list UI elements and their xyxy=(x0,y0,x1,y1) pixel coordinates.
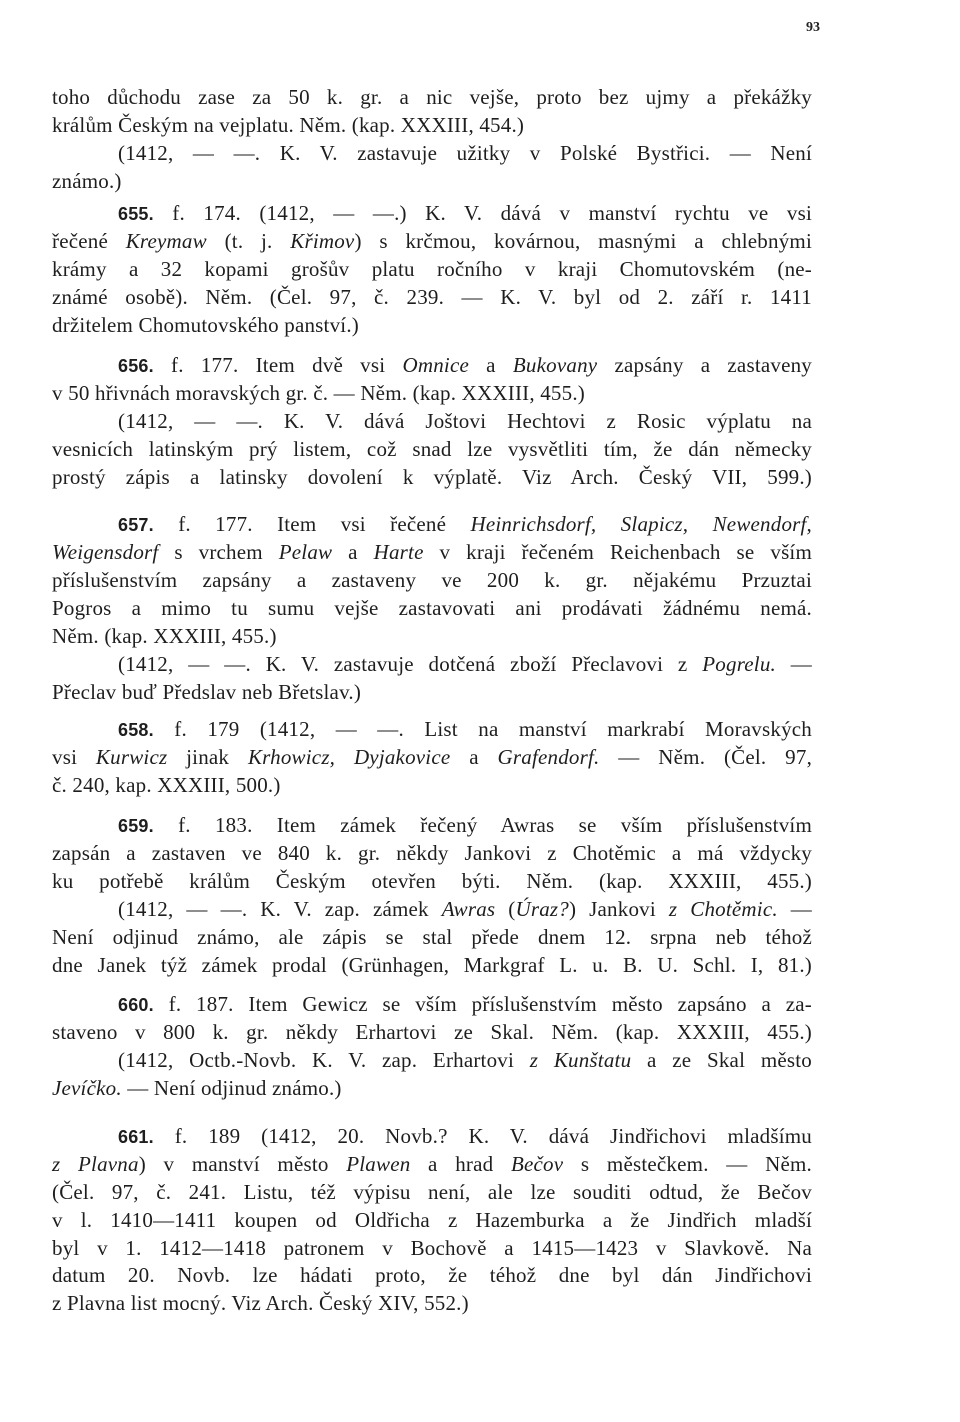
entry-number: 656. xyxy=(118,356,154,376)
text-line: Něm. (kap. XXXIII, 455.) xyxy=(52,624,277,648)
entry-657-line: 657. f. 177. Item vsi řečené Heinrichsdorf, Slapicz, Newendorf, xyxy=(118,512,812,536)
page-number: 93 xyxy=(806,20,820,35)
entry-659-line: 659. f. 183. Item zámek řečený Awras se vším příslušenstvím xyxy=(118,813,812,837)
text-line: známo.) xyxy=(52,169,122,193)
text-line: (1412, — —. K. V. zastavuje dotčená zboží Přeclavovi z Pogrelu. — xyxy=(118,652,812,676)
text-line: dne Janek týž zámek prodal (Grünhagen, Markgraf L. u. B. U. Schl. I, 81.) xyxy=(52,953,812,977)
text-line: (1412, — —. K. V. zap. zámek Awras (Úraz?) Jankovi z Chotěmic. — xyxy=(118,897,812,921)
text-line: z Plavna list mocný. Viz Arch. Český XIV, 552.) xyxy=(52,1291,469,1315)
text-line: datum 20. Novb. lze hádati proto, že téhož dne byl dán Jindřichovi xyxy=(52,1263,812,1287)
text-line: z Plavna) v manství město Plawen a hrad Bečov s městečkem. — Něm. xyxy=(52,1152,812,1176)
text-line: staveno v 800 k. gr. někdy Erhartovi ze Skal. Něm. (kap. XXXIII, 455.) xyxy=(52,1020,812,1044)
text-line: (1412, — —. K. V. dává Joštovi Hechtovi z Rosic výplatu na xyxy=(118,409,812,433)
entry-656-line: 656. f. 177. Item dvě vsi Omnice a Bukovany zapsány a zastaveny xyxy=(118,353,813,377)
text-line: Jevíčko. — Není odjinud známo.) xyxy=(52,1076,342,1100)
text-line: krámy a 32 kopami grošův platu ročního v kraji Chomutovském (ne- xyxy=(52,257,812,281)
text-line: příslušenstvím zapsány a zastaveny ve 200 k. gr. nějakému Przuztai xyxy=(52,568,812,592)
text-line: v 50 hřivnách moravských gr. č. — Něm. (kap. XXXIII, 455.) xyxy=(52,381,585,405)
entry-660-line: 660. f. 187. Item Gewicz se vším příslušenstvím město zapsáno a za- xyxy=(118,992,812,1016)
text-line: (1412, Octb.-Novb. K. V. zap. Erhartovi z Kunštatu a ze Skal město xyxy=(118,1048,812,1072)
text-line: v l. 1410—1411 koupen od Oldřicha z Hazemburka a že Jindřich mladší xyxy=(52,1208,812,1232)
text-line: č. 240, kap. XXXIII, 500.) xyxy=(52,773,281,797)
text-line: Weigensdorf s vrchem Pelaw a Harte v kraji řečeném Reichenbach se vším xyxy=(52,540,813,564)
entry-number: 655. xyxy=(118,204,154,224)
text-line: byl v 1. 1412—1418 patronem v Bochově a 1415—1423 v Slavkově. Na xyxy=(52,1236,812,1260)
entry-number: 658. xyxy=(118,720,154,740)
text-line: Není odjinud známo, ale zápis se stal přede dnem 12. srpna neb téhož xyxy=(52,925,812,949)
entry-number: 661. xyxy=(118,1127,154,1147)
text-line: (1412, — —. K. V. zastavuje užitky v Polské Bystřici. — Není xyxy=(118,141,812,165)
text-line: vesnicích latinským prý listem, což snad lze vysvětliti tím, že dán německy xyxy=(52,437,812,461)
entry-661-line: 661. f. 189 (1412, 20. Novb.? K. V. dává Jindřichovi mladšímu xyxy=(118,1124,812,1148)
text-line: prostý zápis a latinsky dovolení k výplatě. Viz Arch. Český VII, 599.) xyxy=(52,465,812,489)
text-line: králům Českým na vejplatu. Něm. (kap. XXXIII, 454.) xyxy=(52,113,525,137)
entry-number: 657. xyxy=(118,515,154,535)
text-line: (Čel. 97, č. 241. Listu, též výpisu není, ale lze souditi odtud, že Bečov xyxy=(52,1180,812,1204)
text-line: Pogros a mimo tu sumu vejše zastavovati ani prodávati žádnému nemá. xyxy=(52,596,812,620)
text-line: řečené Kreymaw (t. j. Křimov) s krčmou, kovárnou, masnými a chlebnými xyxy=(52,229,812,253)
text-line: známé osobě). Něm. (Čel. 97, č. 239. — K. V. byl od 2. září r. 1411 xyxy=(52,285,812,309)
text-line: Přeclav buď Předslav neb Břetslav.) xyxy=(52,680,362,704)
text-line: vsi Kurwicz jinak Krhowicz, Dyjakovice a Grafendorf. — Něm. (Čel. 97, xyxy=(52,745,813,769)
text-line: ku potřebě králům Českým otevřen býti. Něm. (kap. XXXIII, 455.) xyxy=(52,869,812,893)
text-line: držitelem Chomutovského panství.) xyxy=(52,313,359,337)
entry-655-line: 655. f. 174. (1412, — —.) K. V. dává v manství rychtu ve vsi xyxy=(118,201,812,225)
entry-658-line: 658. f. 179 (1412, — —. List na manství markrabí Moravských xyxy=(118,717,812,741)
text-line: zapsán a zastaven ve 840 k. gr. někdy Jankovi z Chotěmic a má vždycky xyxy=(52,841,812,865)
text-line: toho důchodu zase za 50 k. gr. a nic vejše, proto bez ujmy a překážky xyxy=(52,85,812,109)
entry-number: 659. xyxy=(118,816,154,836)
entry-number: 660. xyxy=(118,995,154,1015)
